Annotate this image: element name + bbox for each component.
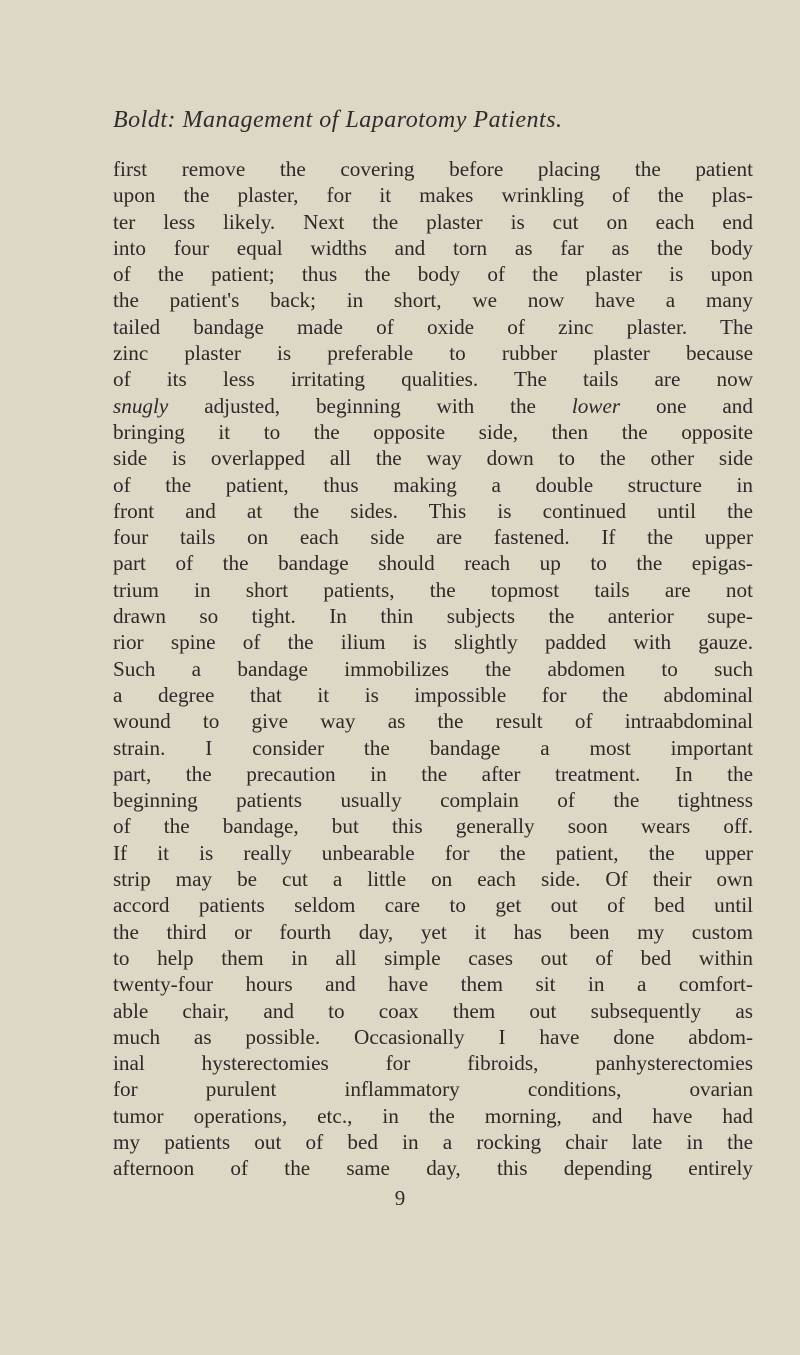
text-line: of the patient; thus the body of the plaster is upon	[113, 262, 753, 287]
text-line: into four equal widths and torn as far as the body	[113, 235, 753, 260]
text-line: part of the bandage should reach up to the epigas-	[113, 551, 753, 576]
text-line: accord patients seldom care to get out of bed until	[113, 893, 753, 918]
italic-word-lower: lower	[571, 393, 621, 418]
text-line: front and at the sides. This is continued until the	[113, 498, 753, 523]
text-line: tailed bandage made of oxide of zinc plaster. The	[113, 314, 753, 339]
text-line: my patients out of bed in a rocking chair late in the	[113, 1129, 753, 1154]
text-line: tumor operations, etc., in the morning, and have had	[113, 1103, 753, 1128]
text-line: part, the precaution in the after treatment. In the	[113, 761, 753, 786]
text-line: zinc plaster is preferable to rubber plaster because	[113, 341, 753, 366]
text-line: twenty-four hours and have them sit in a comfort-	[113, 972, 753, 997]
text-line: side is overlapped all the way down to the other side	[113, 446, 753, 471]
text-line: a degree that it is impossible for the abdominal	[113, 682, 753, 707]
text-line: strain. I consider the bandage a most important	[113, 735, 753, 760]
body-text	[113, 156, 753, 1182]
running-header: Boldt: Management of Laparotomy Patients.	[113, 107, 563, 133]
text-line-with-italics: snugly adjusted, beginning with the lower one and	[113, 393, 753, 418]
text-line: afternoon of the same day, this depending entirely	[113, 1156, 753, 1181]
text-line: strip may be cut a little on each side. Of their own	[113, 867, 753, 892]
text-line: the patient's back; in short, we now have a many	[113, 288, 753, 313]
text-line: to help them in all simple cases out of bed within	[113, 945, 753, 970]
text-line: trium in short patients, the topmost tails are not	[113, 577, 753, 602]
text-line: first remove the covering before placing the patient	[113, 157, 753, 181]
text-line: wound to give way as the result of intraabdominal	[113, 709, 753, 734]
text-line: much as possible. Occasionally I have done abdom-	[113, 1024, 753, 1049]
text-line: for purulent inflammatory conditions, ovarian	[113, 1077, 753, 1102]
text-line: drawn so tight. In thin subjects the anterior supe-	[113, 604, 753, 629]
text-line: the third or fourth day, yet it has been my custom	[113, 919, 753, 944]
italic-word-snugly: snugly	[113, 393, 169, 418]
text-line: ter less likely. Next the plaster is cut on each end	[113, 209, 753, 234]
text-line: rior spine of the ilium is slightly padded with gauze.	[113, 630, 753, 655]
text-line: of the patient, thus making a double structure in	[113, 472, 753, 497]
text-line: beginning patients usually complain of the tightness	[113, 788, 753, 813]
text-line: four tails on each side are fastened. If the upper	[113, 525, 753, 550]
text-line: If it is really unbearable for the patient, the upper	[113, 840, 753, 865]
text-line: of its less irritating qualities. The tails are now	[113, 367, 753, 392]
text-line: inal hysterectomies for fibroids, panhysterectomies	[113, 1051, 753, 1076]
text-line: able chair, and to coax them out subsequently as	[113, 998, 753, 1023]
page-number: 9	[394, 1186, 406, 1210]
text-line: upon the plaster, for it makes wrinkling of the plas-	[113, 183, 753, 208]
text-line: bringing it to the opposite side, then the opposite	[113, 419, 753, 444]
text-line: Such a bandage immobilizes the abdomen to such	[113, 656, 753, 681]
text-line: of the bandage, but this generally soon wears off.	[113, 814, 753, 839]
